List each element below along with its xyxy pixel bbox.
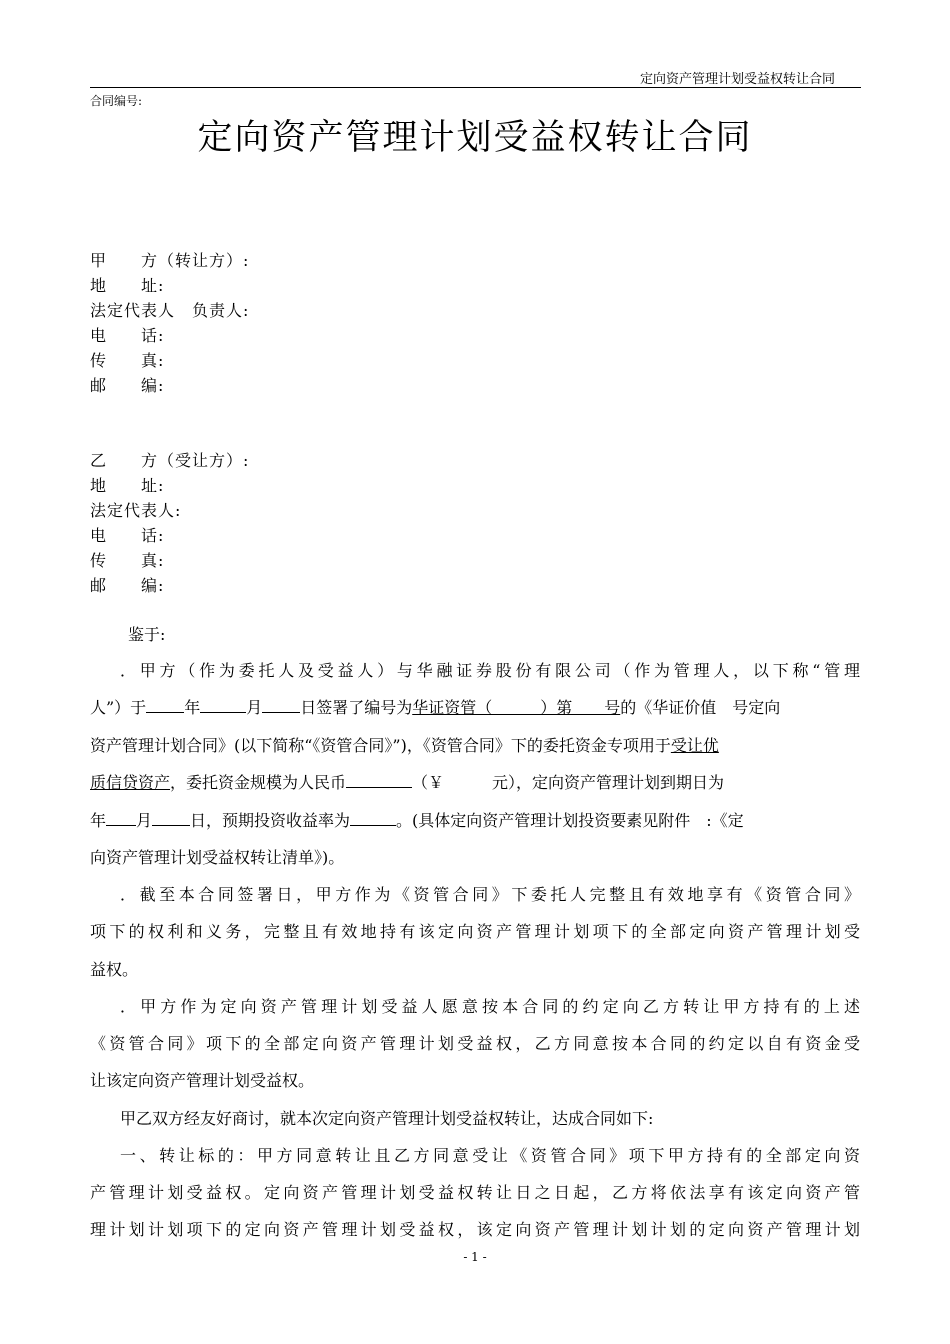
recital-3-line-2: 《资管合同》项下的全部定向资产管理计划受益权，乙方同意按本合同的约定以自有资金受	[90, 1034, 860, 1053]
blank-month	[200, 696, 246, 713]
text-segment: 的《华证价值 号定向	[620, 698, 781, 717]
recital-2-line-2: 项下的权利和义务，完整且有效地持有该定向资产管理计划项下的全部定向资产管理计划受	[90, 922, 860, 941]
text-segment: 日，预期投资收益率为	[190, 811, 351, 830]
party-a-phone-label: 电 话:	[90, 326, 165, 345]
party-a-postcode-label: 邮 编:	[90, 376, 165, 395]
text-segment: 年	[184, 698, 201, 717]
text-segment: 年	[90, 811, 107, 830]
blank-day	[262, 696, 300, 713]
blank-day-end	[152, 809, 190, 826]
text-segment: ，委托资金规模为人民币	[170, 773, 347, 792]
text-segment: 月	[136, 811, 153, 830]
recital-1-line-1: ．甲方（作为委托人及受益人）与华融证券股份有限公司（作为管理人，以下称“管理	[120, 661, 860, 680]
recital-3-line-1: ．甲方作为定向资产管理计划受益人愿意按本合同的约定向乙方转让甲方持有的上述	[120, 997, 860, 1016]
running-header: 定向资产管理计划受益权转让合同	[640, 72, 836, 87]
clause-1-line-1: 一、转让标的：甲方同意转让且乙方同意受让《资管合同》项下甲方持有的全部定向资	[120, 1146, 860, 1165]
party-b-fax-label: 传 真:	[90, 551, 165, 570]
contract-number-label: 合同编号:	[90, 94, 143, 108]
recital-2-line-3: 益权。	[90, 960, 139, 979]
party-b-phone-label: 电 话:	[90, 526, 165, 545]
blank-amount	[346, 771, 412, 788]
text-segment: 日签署了编号为	[300, 698, 413, 717]
blank-year	[146, 696, 184, 713]
party-a-address-label: 地 址:	[90, 276, 165, 295]
text-segment: 人”）于	[90, 698, 147, 717]
document-title: 定向资产管理计划受益权转让合同	[197, 118, 753, 158]
recital-1-line-2	[90, 695, 860, 718]
recital-2-line-1: ．截至本合同签署日，甲方作为《资管合同》下委托人完整且有效地享有《资管合同》	[120, 885, 860, 904]
agreement-intro: 甲乙双方经友好商讨，就本次定向资产管理计划受益权转让，达成合同如下:	[120, 1109, 654, 1128]
blank-yield-rate	[350, 809, 396, 826]
recital-3-line-3: 让该定向资产管理计划受益权。	[90, 1071, 315, 1090]
clause-1-line-3: 理计划计划项下的定向资产管理计划受益权，该定向资产管理计划计划的定向资产管理计划	[90, 1220, 860, 1239]
blank-month-end	[106, 809, 136, 826]
underlined-text: 质信贷资产	[90, 773, 171, 792]
party-a-representative-label: 法定代表人 负责人:	[90, 301, 250, 320]
party-a-fax-label: 传 真:	[90, 351, 165, 370]
page-number: - 1 -	[463, 1250, 487, 1264]
party-b-name-label: 乙 方（受让方）:	[90, 451, 250, 470]
recital-lead: 鉴于:	[128, 625, 166, 644]
party-b-representative-label: 法定代表人:	[90, 501, 182, 520]
contract-number-field: 华证资管（ ）第 号	[412, 698, 621, 717]
text-segment: 月	[246, 698, 263, 717]
recital-1-line-3	[90, 733, 860, 756]
recital-1-line-5	[90, 808, 860, 831]
underlined-text: 受让优	[670, 736, 719, 755]
text-segment: 资产管理计划合同》(以下简称“《资管合同》”)，《资管合同》下的委托资金专项用于	[90, 736, 671, 755]
party-b-address-label: 地 址:	[90, 476, 165, 495]
recital-1-line-6: 向资产管理计划受益权转让清单》)。	[90, 848, 345, 867]
text-segment: 。(具体定向资产管理计划投资要素见附件 :《定	[396, 811, 744, 830]
party-b-postcode-label: 邮 编:	[90, 576, 165, 595]
recital-1-line-4	[90, 770, 860, 793]
text-segment: （￥ 元），定向资产管理计划到期日为	[412, 773, 725, 792]
header-divider	[90, 87, 861, 88]
party-a-name-label: 甲 方（转让方）:	[90, 251, 250, 270]
clause-1-line-2: 产管理计划受益权。定向资产管理计划受益权转让日之日起，乙方将依法享有该定向资产管	[90, 1183, 860, 1202]
